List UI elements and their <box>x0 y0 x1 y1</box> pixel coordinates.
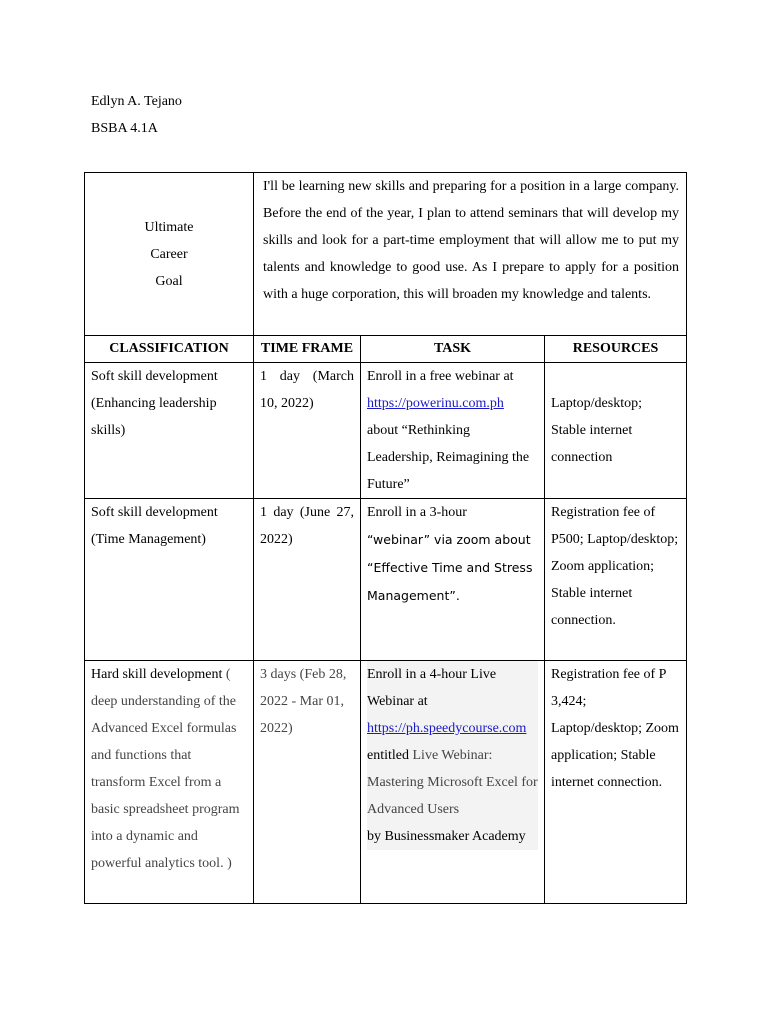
resources-cell: Registration fee of P500; Laptop/desktop; Zoom application; Stable internet connection. <box>545 499 687 661</box>
col-header-resources: RESOURCES <box>545 336 687 363</box>
goal-label-line: Ultimate <box>144 219 194 235</box>
col-header-time-frame: TIME FRAME <box>254 336 361 363</box>
col-header-task: TASK <box>361 336 545 363</box>
task-cell <box>361 661 545 904</box>
goal-text: I'll be learning new skills and preparing for a position in a large company. Before the end of the year, I plan to attend seminars that will develop my skills and look for a part-time employment that will allow me to put my talents and knowledge to good use. As I prepare to apply for a position with a huge corporation, this will broaden my knowledge and talents. <box>254 173 687 336</box>
classification-title: Hard skill development <box>91 667 223 682</box>
webinar-organizer: Businessmaker Academy <box>384 829 526 844</box>
webinar-link[interactable]: https://ph.speedycourse.com <box>367 721 527 736</box>
task-text: Enroll in a free webinar at <box>367 369 514 384</box>
career-plan-table <box>84 172 687 904</box>
resources-cell <box>545 363 687 499</box>
webinar-title: Live Webinar: Mastering Microsoft Excel for Advanced Users <box>367 748 538 817</box>
classification-cell <box>85 661 254 904</box>
task-text: Enroll in a 4-hour Live Webinar at <box>367 667 497 709</box>
time-frame-cell: 1 day (March 10, 2022) <box>254 363 361 499</box>
task-text: by <box>367 829 381 844</box>
resources-cell: Registration fee of P 3,424; Laptop/desktop; Zoom application; Stable internet connection. <box>545 661 687 904</box>
goal-label-line: Career <box>150 246 188 262</box>
student-name: Edlyn A. Tejano <box>91 94 182 109</box>
time-frame-cell: 1 day (June 27, 2022) <box>254 499 361 661</box>
webinar-link[interactable]: https://powerinu.com.ph <box>367 396 504 411</box>
col-header-classification: CLASSIFICATION <box>85 336 254 363</box>
time-frame-cell: 3 days (Feb 28, 2022 - Mar 01, 2022) <box>254 661 361 904</box>
task-text: “webinar” via zoom about “Effective Time and Stress Management”. <box>367 532 533 603</box>
goal-label-line: Goal <box>155 273 183 289</box>
task-text: about “Rethinking Leadership, Reimagining the Future” <box>367 423 530 492</box>
table-row <box>85 499 687 661</box>
task-text: entitled <box>367 748 409 763</box>
column-header-row <box>85 336 687 363</box>
table-row <box>85 661 687 904</box>
student-section: BSBA 4.1A <box>91 121 158 136</box>
classification-cell: Soft skill development (Enhancing leadership skills) <box>85 363 254 499</box>
resources-text: Laptop/desktop; Stable internet connection <box>551 396 642 465</box>
task-text: Enroll in a 3-hour <box>367 505 467 520</box>
task-cell <box>361 499 545 661</box>
goal-row <box>85 173 687 336</box>
classification-detail: ( deep understanding of the Advanced Excel formulas and functions that transform Excel from a basic spreadsheet program into a dynamic and powerful analytics tool. ) <box>91 667 240 871</box>
goal-label-cell <box>85 173 254 336</box>
classification-cell: Soft skill development (Time Management) <box>85 499 254 661</box>
task-cell <box>361 363 545 499</box>
table-row <box>85 363 687 499</box>
